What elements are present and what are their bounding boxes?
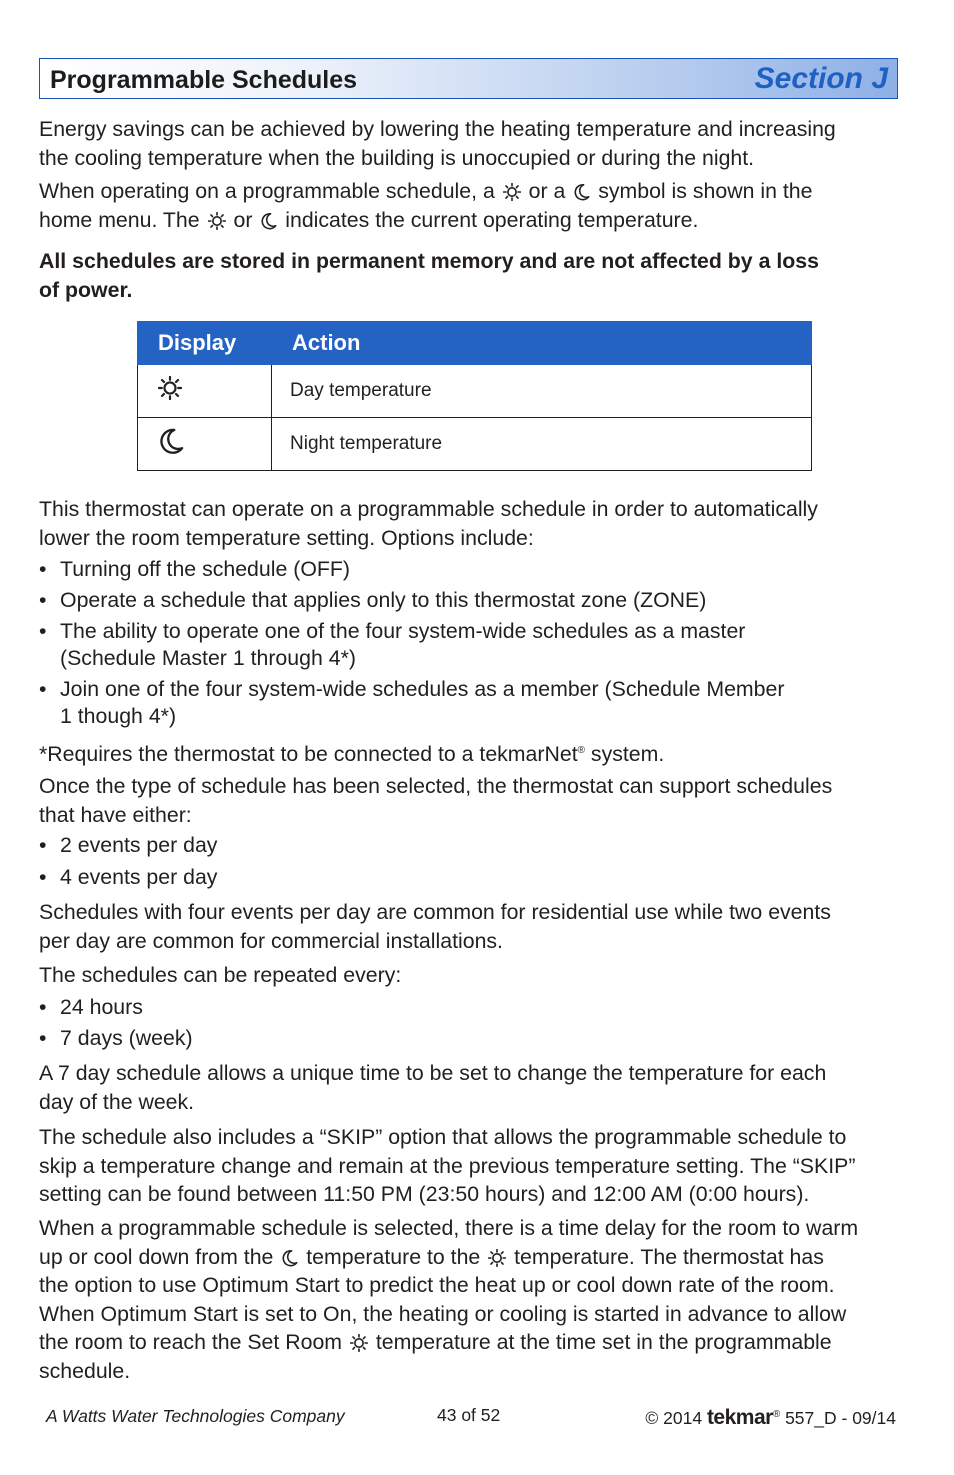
- sun-icon: [488, 1249, 506, 1267]
- schedule-intro-paragraph: This thermostat can operate on a programmable schedule in order to automatically lower the room temperature setting. Options include:: [39, 497, 818, 550]
- footer-copyright: © 2014 tekmar® 557_D - 09/14: [645, 1406, 896, 1429]
- sun-icon: [503, 183, 521, 201]
- intro-paragraph-2: When operating on a programmable schedule, a or a symbol is shown in the home menu. The or indicates the current operating temperature.: [39, 179, 813, 232]
- column-header-display: Display: [138, 322, 272, 365]
- events-usage-paragraph: Schedules with four events per day are common for residential use while two events per day are common for commercial installations.: [39, 900, 831, 953]
- moon-icon: [260, 212, 277, 230]
- events-paragraph: Once the type of schedule has been selected, the thermostat can support schedules that have either:: [39, 774, 833, 827]
- tekmar-logo: tekmar: [706, 1406, 773, 1429]
- column-header-action: Action: [272, 322, 812, 365]
- moon-icon: [281, 1249, 298, 1267]
- footer-company: A Watts Water Technologies Company: [46, 1406, 345, 1426]
- intro-paragraph-1: Energy savings can be achieved by lowering the heating temperature and increasing the cooling temperature when the building is unoccupied or during the night.: [39, 117, 836, 170]
- section-title: Programmable Schedules: [50, 66, 358, 94]
- display-cell: [138, 418, 272, 471]
- sun-icon: [350, 1334, 368, 1352]
- seven-day-paragraph: A 7 day schedule allows a unique time to be set to change the temperature for each day of the week.: [39, 1061, 827, 1114]
- moon-icon: [573, 183, 590, 201]
- action-cell: Day temperature: [272, 365, 812, 418]
- section-header: [39, 58, 898, 99]
- memory-notice: All schedules are stored in permanent memory and are not affected by a loss of power.: [39, 249, 819, 302]
- moon-icon: [158, 428, 184, 454]
- table-row: [138, 418, 812, 471]
- repeat-paragraph: The schedules can be repeated every:: [39, 963, 402, 987]
- display-cell: [138, 365, 272, 418]
- sun-icon: [208, 212, 226, 230]
- skip-paragraph: The schedule also includes a “SKIP” option that allows the programmable schedule to skip a temperature change and remain at the previous temperature setting. The “SKIP” setting can be found between 11:50 PM (23:50 hours) and 12:00 AM (0:00 hours).: [39, 1125, 856, 1206]
- optimum-start-paragraph: When a programmable schedule is selected, there is a time delay for the room to warm up or cool down from the temperature to the temperature. The thermostat has the option to use Optimum Start to predict the heat up or cool down rate of the room. When Optimum Start is set to On, the heating or cooling is started in advance to allow the room to reach the Set Room temperature at the time set in the programmable schedule.: [39, 1216, 859, 1383]
- action-cell: Night temperature: [272, 418, 812, 471]
- display-action-table: [137, 321, 812, 471]
- section-label: Section J: [754, 62, 888, 95]
- table-row: [138, 365, 812, 418]
- tekmarnet-footnote: *Requires the thermostat to be connected to a tekmarNet® system.: [39, 742, 665, 767]
- table-header-row: [138, 322, 812, 365]
- page-number: 43 of 52: [437, 1405, 501, 1425]
- sun-icon: [158, 376, 182, 400]
